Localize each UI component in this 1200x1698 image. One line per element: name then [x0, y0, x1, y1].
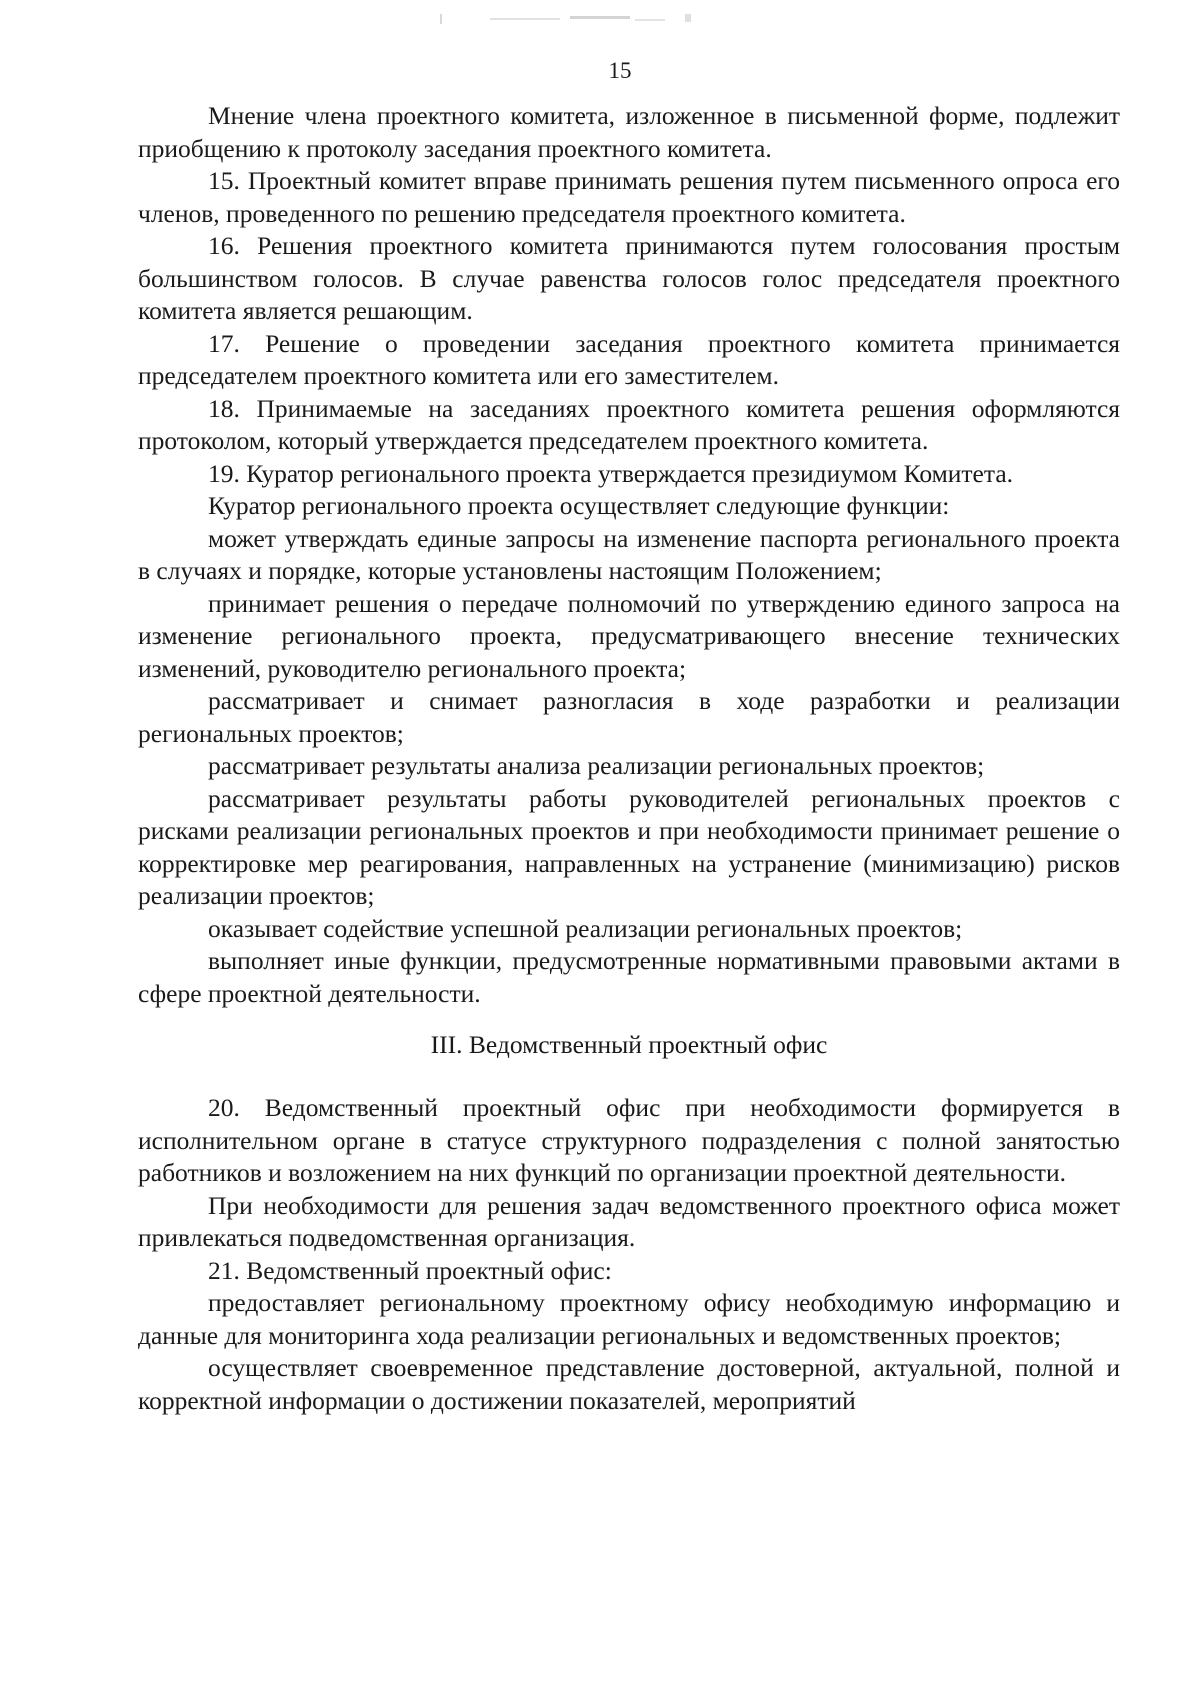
paragraph: 20. Ведомственный проектный офис при необходимости формируется в исполнительном органе в статусе структурного подразделения с полной занятостью работников и возложением на них функций по организации проектной деятельности. [138, 1093, 1120, 1187]
paragraph: выполняет иные функции, предусмотренные нормативными правовыми актами в сфере проектной деятельности. [138, 946, 1120, 1008]
paragraph: оказывает содействие успешной реализации региональных проектов; [208, 913, 963, 943]
paragraph: 18. Принимаемые на заседаниях проектного комитета решения оформляются протоколом, который утверждается председателем проектного комитета. [138, 393, 1120, 455]
paragraph: рассматривает и снимает разногласия в ходе разработки и реализации региональных проектов; [138, 686, 1120, 748]
paragraph: 17. Решение о проведении заседания проектного комитета принимается председателем проектного комитета или его заместителем. [138, 328, 1120, 390]
body-text-block [138, 100, 1120, 1010]
scan-artifact [430, 8, 750, 30]
paragraph: принимает решения о передаче полномочий по утверждению единого запроса на изменение регионального проекта, предусматривающего внесение технических изменений, руководителю регионального проекта; [138, 588, 1120, 683]
paragraph: 19. Куратор регионального проекта утверждается президиумом Комитета. [208, 458, 1014, 488]
paragraph: При необходимости для решения задач ведомственного проектного офиса может привлекаться подведомственная организация. [138, 1190, 1120, 1252]
paragraph: Куратор регионального проекта осуществляет следующие функции: [208, 491, 950, 520]
paragraph: рассматривает результаты работы руководителей региональных проектов с рисками реализации региональных проектов и при необходимости принимает решение о корректировке мер реагирования, направленных на устранение (минимизацию) рисков реализации проектов; [138, 783, 1120, 910]
paragraph: 21. Ведомственный проектный офис: [208, 1255, 612, 1285]
section-heading: III. Ведомственный проектный офис [430, 1030, 828, 1059]
paragraph: предоставляет региональному проектному офису необходимую информацию и данные для мониторинга хода реализации региональных и ведомственных проектов; [138, 1288, 1120, 1350]
paragraph: может утверждать единые запросы на изменение паспорта регионального проекта в случаях и порядке, которые установлены настоящим Положением; [138, 523, 1120, 585]
paragraph: осуществляет своевременное представление достоверной, актуальной, полной и корректной информации о достижении показателей, мероприятий [138, 1353, 1120, 1415]
body-text-block [138, 1092, 1120, 1417]
page-number: 15 [608, 58, 632, 83]
paragraph: 15. Проектный комитет вправе принимать решения путем письменного опроса его членов, проведенного по решению председателя проектного комитета. [138, 166, 1120, 228]
paragraph: 16. Решения проектного комитета принимаются путем голосования простым большинством голосов. В случае равенства голосов голос председателя проектного комитета является решающим. [138, 231, 1120, 325]
paragraph: Мнение члена проектного комитета, изложенное в письменной форме, подлежит приобщению к протоколу заседания проектного комитета. [138, 101, 1120, 163]
paragraph: рассматривает результаты анализа реализации региональных проектов; [208, 751, 985, 780]
